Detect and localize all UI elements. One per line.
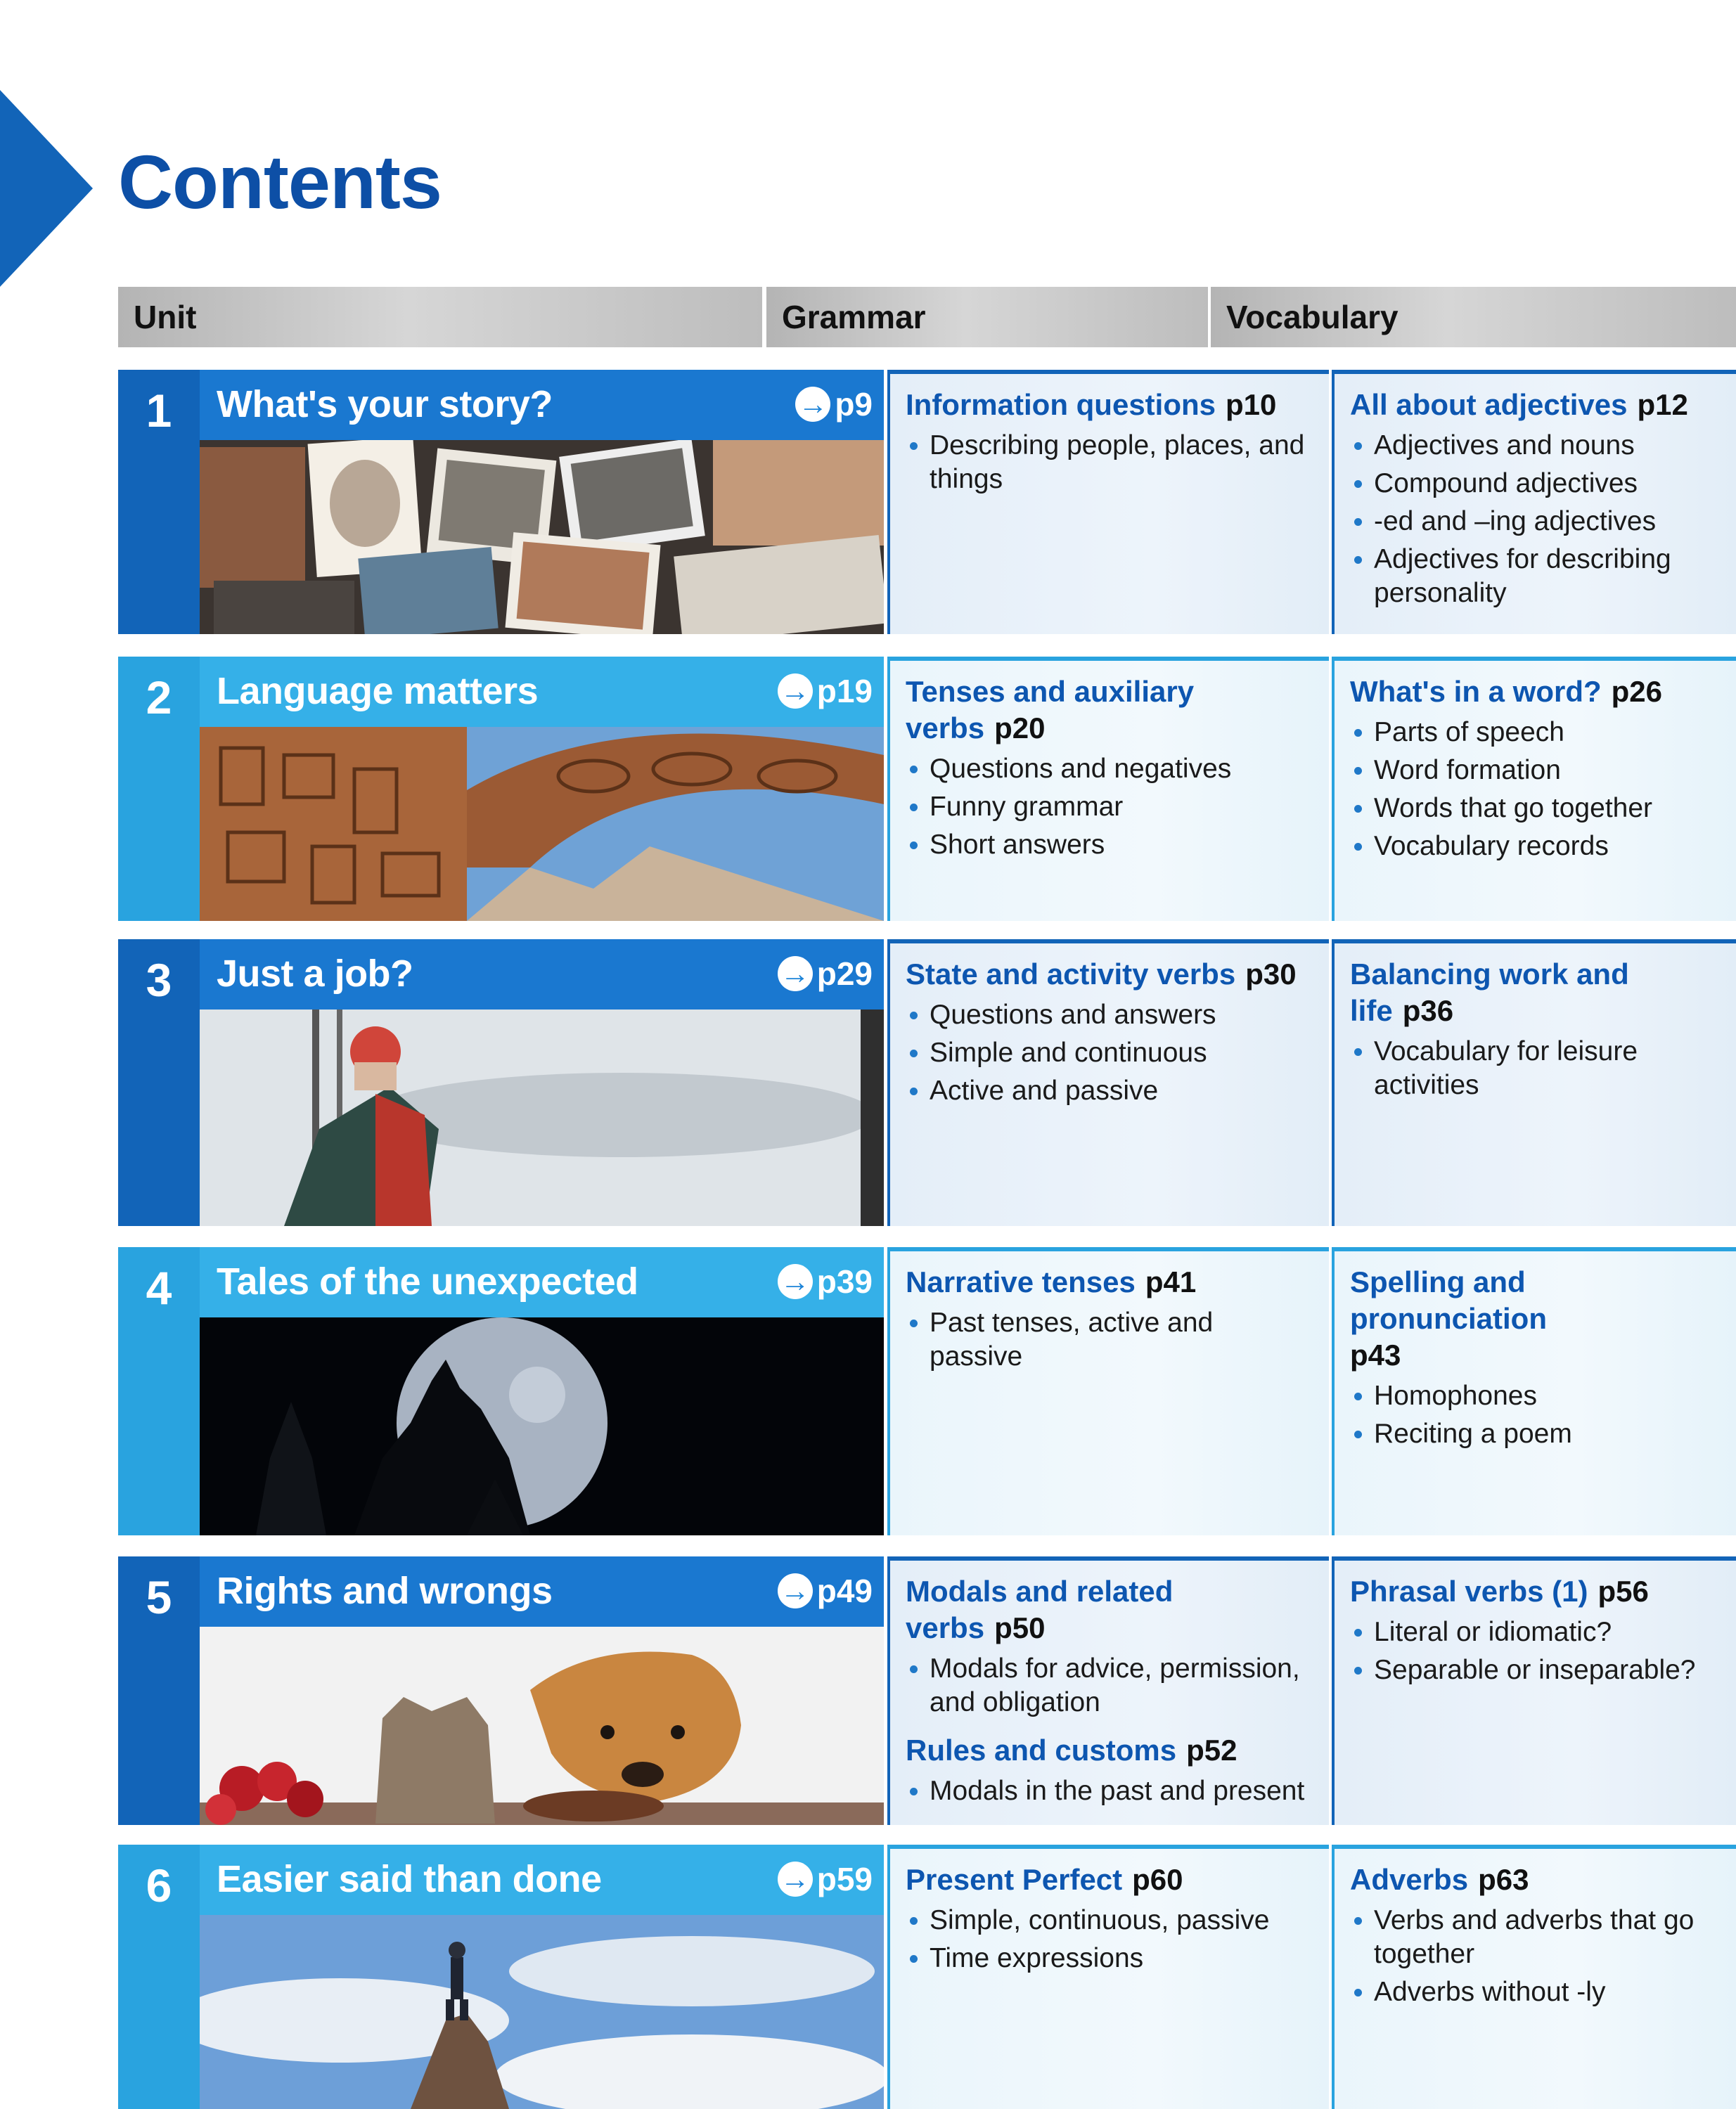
unit-number: 4 bbox=[118, 1247, 200, 1535]
list-item: Vocabulary records bbox=[1350, 830, 1721, 863]
unit-page-link[interactable] bbox=[778, 1572, 873, 1610]
vocabulary-cell bbox=[1332, 1247, 1736, 1535]
list-item: Modals in the past and present bbox=[906, 1774, 1313, 1808]
unit-title: Language matters bbox=[217, 670, 539, 712]
unit-row-5 bbox=[118, 1556, 1736, 1825]
grammar-cell bbox=[887, 939, 1329, 1226]
vocabulary-heading[interactable]: Balancing work and life p36 bbox=[1350, 957, 1629, 1027]
unit-title: Tales of the unexpected bbox=[217, 1260, 638, 1303]
unit-photo bbox=[200, 1317, 884, 1535]
arrow-right-circle-icon: → bbox=[778, 1264, 813, 1299]
grammar-list bbox=[906, 1774, 1313, 1808]
vocabulary-heading[interactable]: What's in a word? p26 bbox=[1350, 675, 1663, 708]
arrow-right-circle-icon: → bbox=[778, 673, 813, 709]
list-item: Active and passive bbox=[906, 1074, 1313, 1108]
grammar-cell bbox=[887, 657, 1329, 921]
unit-title-bar[interactable] bbox=[200, 1556, 884, 1627]
unit-title-bar[interactable] bbox=[200, 657, 884, 727]
section-arrow-icon bbox=[0, 90, 93, 287]
unit-page-link[interactable] bbox=[778, 955, 873, 993]
unit-page: p19 bbox=[816, 673, 873, 709]
arrow-right-circle-icon: → bbox=[778, 1862, 813, 1897]
grammar-heading[interactable]: Rules and customs p52 bbox=[906, 1734, 1237, 1767]
list-item: Simple, continuous, passive bbox=[906, 1904, 1313, 1937]
list-item: Adjectives for describing personality bbox=[1350, 543, 1721, 610]
unit-number: 1 bbox=[118, 370, 200, 634]
grammar-heading[interactable]: Information questions p10 bbox=[906, 388, 1277, 421]
vocabulary-list bbox=[1350, 1379, 1721, 1451]
unit-number: 2 bbox=[118, 657, 200, 921]
page-title: Contents bbox=[118, 139, 442, 224]
vocabulary-list bbox=[1350, 1035, 1721, 1102]
unit-title: What's your story? bbox=[217, 383, 553, 425]
unit-page-link[interactable] bbox=[795, 385, 873, 423]
unit-row-2 bbox=[118, 657, 1736, 921]
unit-title: Rights and wrongs bbox=[217, 1570, 553, 1612]
unit-page: p9 bbox=[835, 386, 873, 423]
unit-photo bbox=[200, 1627, 884, 1825]
grammar-cell bbox=[887, 1247, 1329, 1535]
unit-title: Easier said than done bbox=[217, 1858, 602, 1900]
grammar-list bbox=[906, 1306, 1313, 1374]
list-item: Words that go together bbox=[1350, 792, 1721, 825]
grammar-list bbox=[906, 429, 1313, 496]
vocabulary-cell bbox=[1332, 939, 1736, 1226]
unit-page-link[interactable] bbox=[778, 1860, 873, 1898]
unit-number: 5 bbox=[118, 1556, 200, 1825]
grammar-list bbox=[906, 1904, 1313, 1975]
unit-photo bbox=[200, 1010, 884, 1226]
unit-row-4 bbox=[118, 1247, 1736, 1535]
list-item: Homophones bbox=[1350, 1379, 1721, 1413]
vocabulary-cell bbox=[1332, 657, 1736, 921]
unit-number: 3 bbox=[118, 939, 200, 1226]
grammar-cell bbox=[887, 1556, 1329, 1825]
vocabulary-heading[interactable]: Spelling and pronunciation p43 bbox=[1350, 1265, 1547, 1372]
unit-title: Just a job? bbox=[217, 953, 413, 995]
vocabulary-list bbox=[1350, 1904, 1721, 2009]
unit-photo bbox=[200, 727, 884, 921]
vocabulary-list bbox=[1350, 429, 1721, 610]
grammar-list bbox=[906, 998, 1313, 1108]
vocabulary-heading[interactable]: All about adjectives p12 bbox=[1350, 388, 1688, 421]
unit-page-link[interactable] bbox=[778, 1263, 873, 1301]
header-vocabulary: Vocabulary bbox=[1211, 287, 1736, 347]
list-item: Word formation bbox=[1350, 754, 1721, 787]
grammar-cell bbox=[887, 1845, 1329, 2109]
unit-page-link[interactable] bbox=[778, 672, 873, 710]
header-unit: Unit bbox=[118, 287, 762, 347]
list-item: Separable or inseparable? bbox=[1350, 1653, 1721, 1687]
vocabulary-heading[interactable]: Adverbs p63 bbox=[1350, 1863, 1529, 1896]
unit-page: p29 bbox=[816, 955, 873, 992]
list-item: Modals for advice, permission, and obligation bbox=[906, 1652, 1313, 1720]
grammar-heading[interactable]: Present Perfect p60 bbox=[906, 1863, 1183, 1896]
list-item: Compound adjectives bbox=[1350, 467, 1721, 501]
vocabulary-cell bbox=[1332, 1556, 1736, 1825]
unit-photo bbox=[200, 1915, 884, 2109]
list-item: Parts of speech bbox=[1350, 716, 1721, 749]
list-item: Adverbs without -ly bbox=[1350, 1975, 1721, 2009]
list-item: Past tenses, active and passive bbox=[906, 1306, 1313, 1374]
grammar-heading[interactable]: Tenses and auxiliary verbs p20 bbox=[906, 675, 1195, 744]
unit-page: p39 bbox=[816, 1263, 873, 1300]
header-grammar: Grammar bbox=[766, 287, 1208, 347]
unit-page: p49 bbox=[816, 1573, 873, 1609]
unit-title-bar[interactable] bbox=[200, 1247, 884, 1317]
unit-row-1 bbox=[118, 370, 1736, 634]
vocabulary-cell bbox=[1332, 370, 1736, 634]
grammar-heading[interactable]: State and activity verbs p30 bbox=[906, 957, 1297, 991]
unit-photo bbox=[200, 440, 884, 634]
list-item: Short answers bbox=[906, 828, 1313, 862]
grammar-heading[interactable]: Narrative tenses p41 bbox=[906, 1265, 1197, 1298]
list-item: Questions and answers bbox=[906, 998, 1313, 1032]
vocabulary-list bbox=[1350, 1615, 1721, 1687]
list-item: Questions and negatives bbox=[906, 752, 1313, 786]
list-item: Verbs and adverbs that go together bbox=[1350, 1904, 1721, 1971]
unit-number: 6 bbox=[118, 1845, 200, 2109]
list-item: Literal or idiomatic? bbox=[1350, 1615, 1721, 1649]
vocabulary-list bbox=[1350, 716, 1721, 863]
arrow-right-circle-icon: → bbox=[795, 387, 830, 422]
arrow-right-circle-icon: → bbox=[778, 1573, 813, 1608]
list-item: Describing people, places, and things bbox=[906, 429, 1313, 496]
unit-title-bar[interactable] bbox=[200, 370, 884, 440]
list-item: Funny grammar bbox=[906, 790, 1313, 824]
arrow-right-circle-icon: → bbox=[778, 956, 813, 991]
list-item: Adjectives and nouns bbox=[1350, 429, 1721, 463]
grammar-list bbox=[906, 1652, 1313, 1720]
list-item: Time expressions bbox=[906, 1942, 1313, 1975]
vocabulary-heading[interactable]: Phrasal verbs (1) p56 bbox=[1350, 1575, 1649, 1608]
unit-row-6 bbox=[118, 1845, 1736, 2109]
list-item: Vocabulary for leisure activities bbox=[1350, 1035, 1721, 1102]
list-item: Simple and continuous bbox=[906, 1036, 1313, 1070]
vocabulary-cell bbox=[1332, 1845, 1736, 2109]
unit-row-3 bbox=[118, 939, 1736, 1226]
list-item: Reciting a poem bbox=[1350, 1417, 1721, 1451]
unit-title-bar[interactable] bbox=[200, 1845, 884, 1915]
unit-title-bar[interactable] bbox=[200, 939, 884, 1010]
grammar-heading[interactable]: Modals and related verbs p50 bbox=[906, 1575, 1174, 1644]
list-item: -ed and –ing adjectives bbox=[1350, 505, 1721, 538]
grammar-list bbox=[906, 752, 1313, 862]
unit-page: p59 bbox=[816, 1861, 873, 1897]
grammar-cell bbox=[887, 370, 1329, 634]
